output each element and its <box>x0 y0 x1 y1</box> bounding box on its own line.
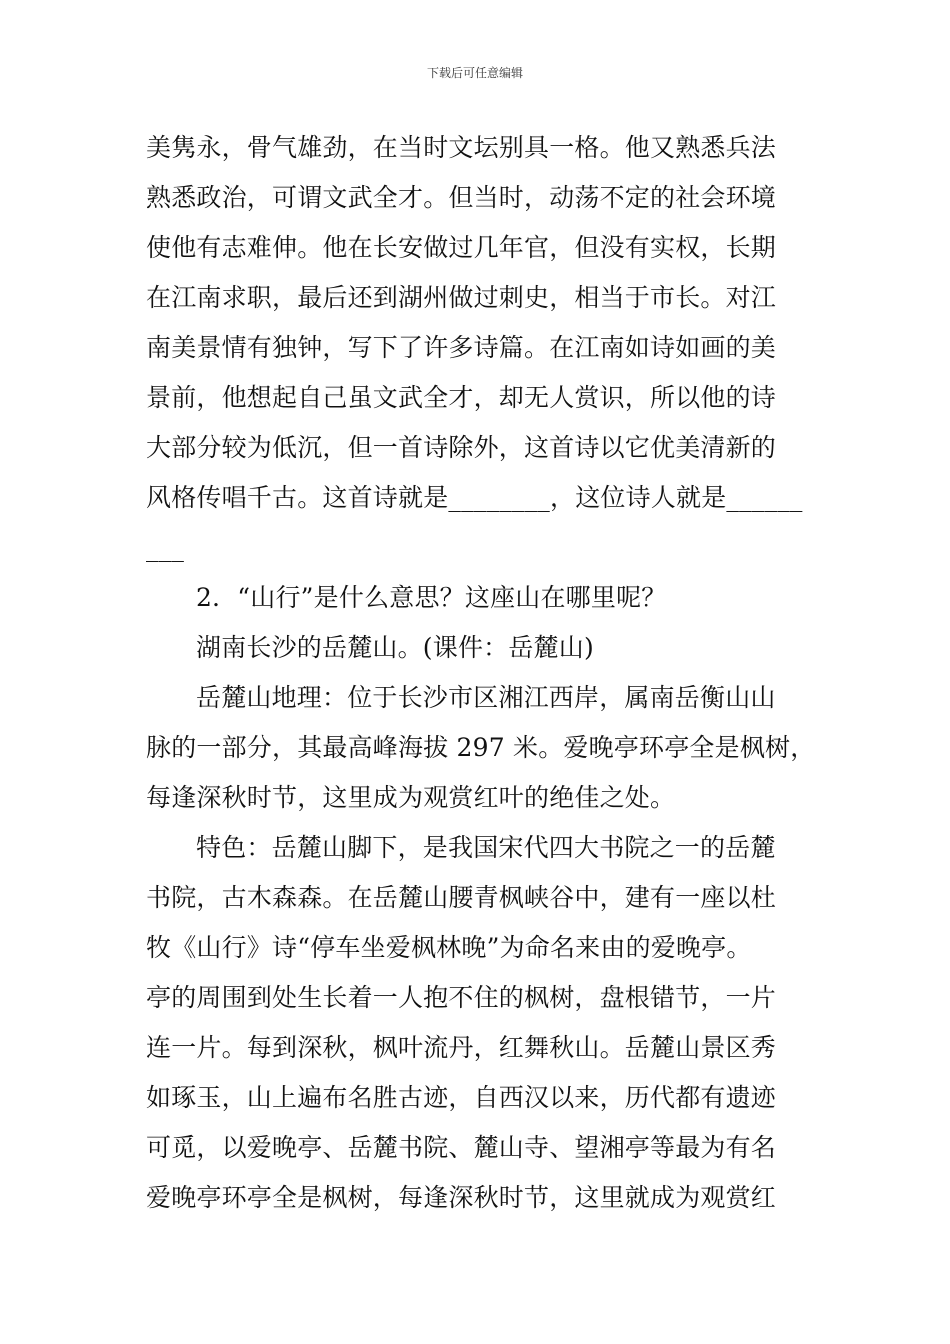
paragraph-line: 南美景情有独钟，写下了许多诗篇。在江南如诗如画的美 <box>146 333 777 362</box>
paragraph-line: 亭的周围到处生长着一人抱不住的枫树，盘根错节，一片 <box>146 983 777 1012</box>
paragraph-line: 熟悉政治，可谓文武全才。但当时，动荡不定的社会环境 <box>146 183 777 212</box>
paragraph-line: 可觅，以爱晚亭、岳麓书院、麓山寺、望湘亭等最为有名 <box>146 1133 777 1162</box>
paragraph-line: 使他有志难伸。他在长安做过几年官，但没有实权，长期 <box>146 233 777 262</box>
paragraph-line: 大部分较为低沉，但一首诗除外，这首诗以它优美清新的 <box>146 433 777 462</box>
question-line: 2．“山行”是什么意思？这座山在哪里呢？ <box>196 583 667 612</box>
paragraph-line: 景前，他想起自己虽文武全才，却无人赏识，所以他的诗 <box>146 383 777 412</box>
paragraph-line: 岳麓山地理：位于长沙市区湘江西岸，属南岳衡山山 <box>196 683 776 712</box>
paragraph-line: 风格传唱千古。这首诗就是________，这位诗人就是______ <box>146 483 803 512</box>
paragraph-line: 特色：岳麓山脚下，是我国宋代四大书院之一的岳麓 <box>196 833 776 862</box>
paragraph-line: 脉的一部分，其最高峰海拔 297 米。爱晚亭环亭全是枫树， <box>146 733 816 762</box>
answer-line: 湖南长沙的岳麓山。(课件：岳麓山) <box>196 633 594 662</box>
page-header: 下载后可任意编辑 <box>426 66 523 80</box>
paragraph-line: ___ <box>146 533 185 562</box>
paragraph-line: 在江南求职，最后还到湖州做过刺史，相当于市长。对江 <box>146 283 777 312</box>
paragraph-line: 美隽永，骨气雄劲，在当时文坛别具一格。他又熟悉兵法 <box>146 133 777 162</box>
paragraph-line: 爱晚亭环亭全是枫树，每逢深秋时节，这里就成为观赏红 <box>146 1183 777 1212</box>
paragraph-line: 连一片。每到深秋，枫叶流丹，红舞秋山。岳麓山景区秀 <box>146 1033 777 1062</box>
paragraph-line: 书院，古木森森。在岳麓山腰青枫峡谷中，建有一座以杜 <box>146 883 777 912</box>
paragraph-line: 如琢玉，山上遍布名胜古迹，自西汉以来，历代都有遗迹 <box>146 1083 777 1112</box>
paragraph-line: 每逢深秋时节，这里成为观赏红叶的绝佳之处。 <box>146 783 676 812</box>
paragraph-line: 牧《山行》诗“停车坐爱枫林晚”为命名来由的爱晚亭。 <box>146 933 752 962</box>
